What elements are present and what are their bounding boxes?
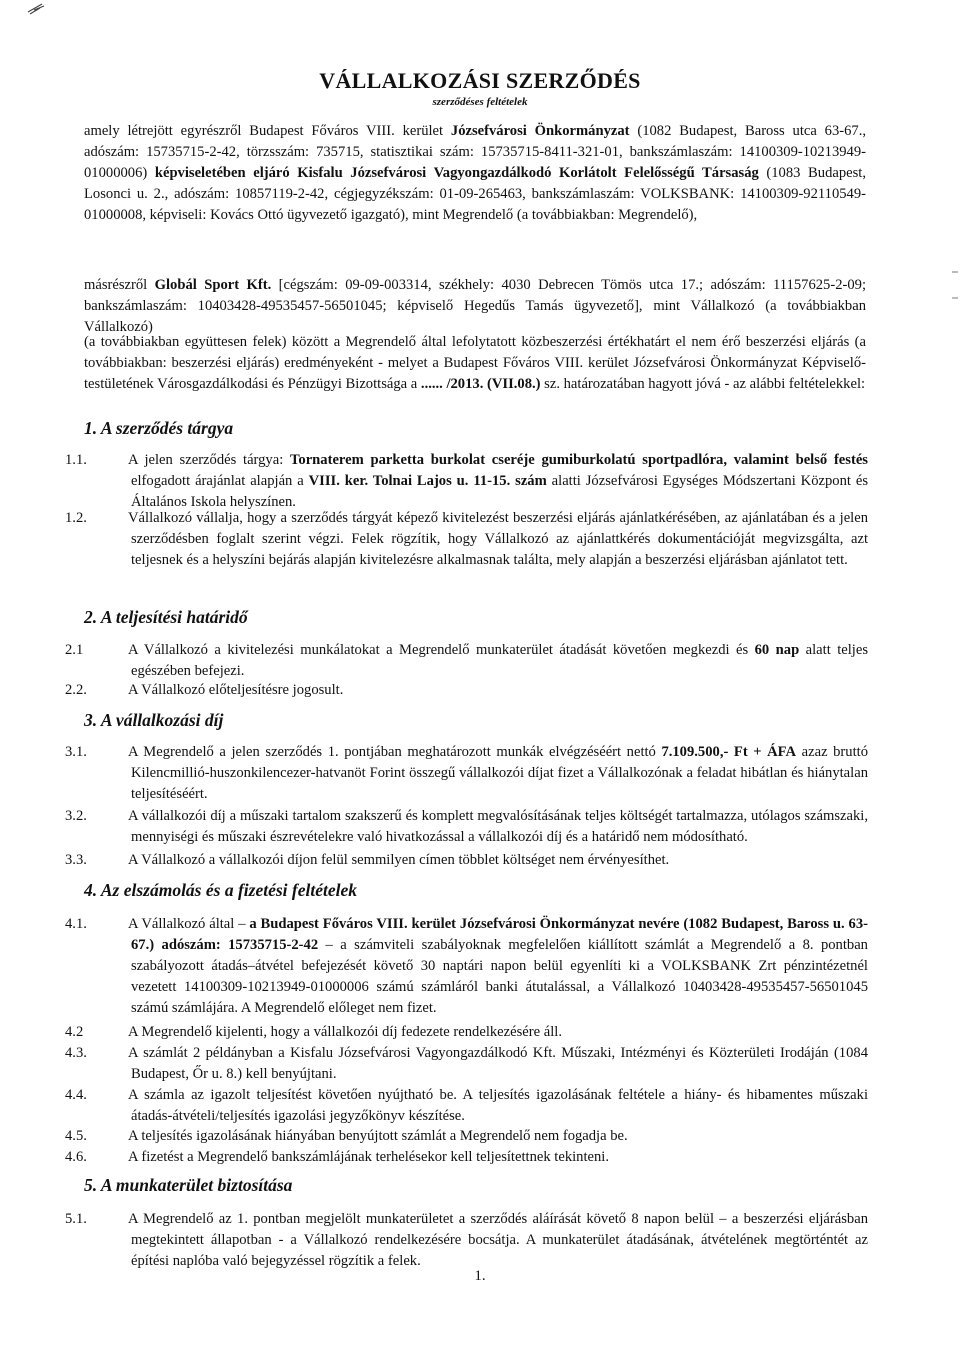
section-heading-2: 2. A teljesítési határidő <box>84 607 248 627</box>
document-title: VÁLLALKOZÁSI SZERZŐDÉS <box>319 68 641 93</box>
clause-4-5: 4.5. A teljesítés igazolásának hiányában benyújtott számlát a Megrendelő nem fogadja be. <box>65 1128 628 1144</box>
clause-2-1: 2.1 A Vállalkozó a kivitelezési munkálatokat a Megrendelő munkaterület átadását követően megkezdi és 60 nap alatt teljes egészében befejezi. <box>65 642 869 679</box>
clause-4-3: 4.3. A számlát 2 példányban a Kisfalu Józsefvárosi Vagyongazdálkodó Kft. Műszaki, Intézményi és Közterületi Irodáján (1084 Budapest, Őr u. 8.) kell benyújtani. <box>65 1045 868 1082</box>
section-heading-4: 4. Az elszámolás és a fizetési feltételek <box>84 880 357 900</box>
margin-tick-decoration <box>950 270 960 300</box>
preamble-paragraph: (a továbbiakban együttesen felek) között a Megrendelő által lefolytatott közbeszerzési értékhatárt el nem érő beszerzési eljárás (a továbbiakban: beszerzési eljárás) eredményeként - melyet a Budapest Főváros VIII. kerület Józsefvárosi Önkormányzat Képviselő-testületének Városgazdálkodási és Pénzügyi Bizottsága a ...... /2013. (VII.08.) sz. határozatában hagyott jóvá - az alábbi feltételekkel: <box>84 334 866 392</box>
clause-2-2: 2.2. A Vállalkozó előteljesítésre jogosult. <box>65 682 344 698</box>
clause-4-1: 4.1. A Vállalkozó által – a Budapest Főváros VIII. kerület Józsefvárosi Önkormányzat nevére (1082 Budapest, Baross u. 63- 67.) adószám: 15735715-2-42 – a számviteli szabályoknak megfelelően kiállított számlát a Megrendelő a 8. pontban szabályozott átadás–átvétel befejezését követő 30 naptári napon belül egyenlíti ki a VOLKSBANK Zrt pénzintézetnél vezetett 14100309-10213949-01000006 számú számláról banki átutalással, a Vállalkozó 10403428-49535457-56501045 számú számlájára. A Megrendelő előleget nem fizet. <box>65 916 868 1016</box>
party-vallalkozo: másrészről Globál Sport Kft. [cégszám: 09-09-003314, székhely: 4030 Debrecen Tömös utca 17.; adószám: 11157625-2-09; bankszámlaszám: 10403428-49535457-56501045; képviselő Hegedűs Tamás ügyvezető], mint Vállalkozó (a továbbiakban Vállalkozó) <box>84 277 866 335</box>
scan-mark-decoration <box>0 0 60 30</box>
clause-5-1: 5.1. A Megrendelő az 1. pontban megjelölt munkaterületet a szerződés aláírását követő 8 napon belül – a beszerzési eljárásban megtekintett állapotban - a Vállalkozó rendelkezésére bocsátja. A munkaterület átadásának, átvételének megtörténtét az építési naplóba való bejegyzéssel rögzítik a felek. <box>65 1211 868 1269</box>
clause-4-6: 4.6. A fizetést a Megrendelő bankszámlájának terhelésekor kell teljesítettnek tekinteni. <box>65 1149 610 1165</box>
clause-4-2: 4.2 A Megrendelő kijelenti, hogy a vállalkozói díj fedezete rendelkezésére áll. <box>65 1024 562 1040</box>
section-heading-3: 3. A vállalkozási díj <box>84 710 224 730</box>
clause-1-1: 1.1. A jelen szerződés tárgya: Tornaterem parketta burkolat cseréje gumiburkolatú sportpadlóra, valamint belső festés elfogadott árajánlat alapján a VIII. ker. Tolnai Lajos u. 11-15. szám alatti Józsefvárosi Egységes Módszertani Központ és Általános Iskola helyszínen. <box>65 452 868 510</box>
party-megrendelo: amely létrejött egyrészről Budapest Főváros VIII. kerület Józsefvárosi Önkormányzat (1082 Budapest, Baross utca 63-67., adószám: 15735715-2-42, törzsszám: 735715, statisztikai szám: 15735715-8411-321-01, bankszámlaszám: 14100309-10213949-01000006) képviseletében eljáró Kisfalu Józsefvárosi Vagyongazdálkodó Korlátolt Felelősségű Társaság (1083 Budapest, Losonci u. 2., adószám: 10857119-2-42, cégjegyzékszám: 01-09-265463, bankszámlaszám: VOLKSBANK: 14100309-92110549-01000008, képviseli: Kovács Ottó ügyvezető igazgató), mint Megrendelő (a továbbiakban: Megrendelő), <box>84 123 866 223</box>
clause-3-3: 3.3. A Vállalkozó a vállalkozói díjon felül semmilyen címen többlet költséget nem érvényesíthet. <box>65 852 670 868</box>
clause-4-4: 4.4. A számla az igazolt teljesítést követően nyújtható be. A teljesítés igazolásának feltétele a hiány- és hibamentes műszaki átadás-átvételi/teljesítés igazolási jegyzőkönyv készítése. <box>65 1087 868 1124</box>
page-number: 1. <box>474 1268 486 1284</box>
section-heading-5: 5. A munkaterület biztosítása <box>84 1175 293 1195</box>
section-heading-1: 1. A szerződés tárgya <box>84 418 234 438</box>
clause-1-2: 1.2. Vállalkozó vállalja, hogy a szerződés tárgyát képező kivitelezést beszerzési eljárás ajánlatkérésében, az ajánlatában és a jelen szerződésben foglalt szerint végzi. Felek rögzítik, hogy Vállalkozó az ajánlattkérés dokumentációját megvizsgálta, azt teljesnek és a helyszíni bejárás alapján kivitelezésre alkalmasnak találta, mely alapján a beszerzési eljárásban ajánlatot tett. <box>65 510 868 568</box>
clause-3-2: 3.2. A vállalkozói díj a műszaki tartalom szakszerű és komplett megvalósításának teljes költségét tartalmazza, utólagos számszaki, mennyiségi és műszaki észrevételekre való hivatkozással a vállalkozói díj és a határidő nem módosítható. <box>65 808 868 845</box>
clause-3-1: 3.1. A Megrendelő a jelen szerződés 1. pontjában meghatározott munkák elvégzéséért nettó 7.109.500,- Ft + ÁFA azaz bruttó Kilencmillió-huszonkilencezer-hatvanöt Forint összegű vállalkozói díjat fizet a Vállalkozónak a feladat hibátlan és hiánytalan teljesítéséért. <box>65 744 868 802</box>
document-subtitle: szerződéses feltételek <box>432 96 528 108</box>
